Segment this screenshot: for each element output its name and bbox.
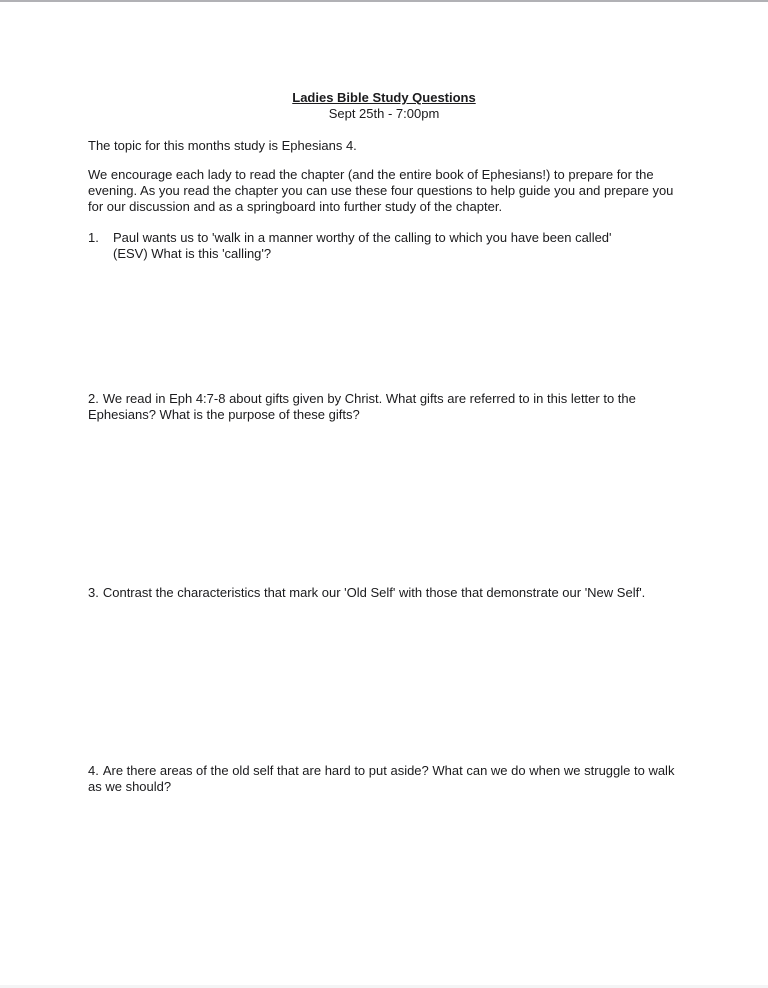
question-1-number: 1. — [88, 230, 99, 245]
question-2-text: We read in Eph 4:7-8 about gifts given by Christ. What gifts are referred to in this letter to the Ephesians? What is the purpose of these gifts? — [88, 391, 636, 422]
question-4 — [88, 763, 680, 795]
question-2 — [88, 391, 680, 423]
question-2-number: 2. — [88, 391, 99, 406]
question-3-text: Contrast the characteristics that mark our 'Old Self' with those that demonstrate our 'New Self'. — [102, 585, 646, 600]
question-4-number: 4. — [88, 763, 99, 778]
document-datetime: Sept 25th - 7:00pm — [328, 106, 440, 121]
question-1 — [88, 230, 680, 262]
question-3 — [88, 585, 680, 601]
page-top-edge-line — [0, 0, 768, 2]
question-1-text: Paul wants us to 'walk in a manner worthy of the calling to which you have been called' (ESV) What is this 'calling'? — [113, 230, 612, 261]
document-title: Ladies Bible Study Questions — [292, 90, 476, 105]
intro-encouragement-paragraph: We encourage each lady to read the chapter (and the entire book of Ephesians!) to prepare for the evening. As you read the chapter you can use these four questions to help guide you and prepare you for our discussion and as a springboard into further study of the chapter. — [88, 167, 674, 214]
question-4-text: Are there areas of the old self that are hard to put aside? What can we do when we struggle to walk as we should? — [88, 763, 675, 794]
question-3-number: 3. — [88, 585, 99, 600]
intro-topic-paragraph: The topic for this months study is Ephesians 4. — [88, 138, 357, 153]
